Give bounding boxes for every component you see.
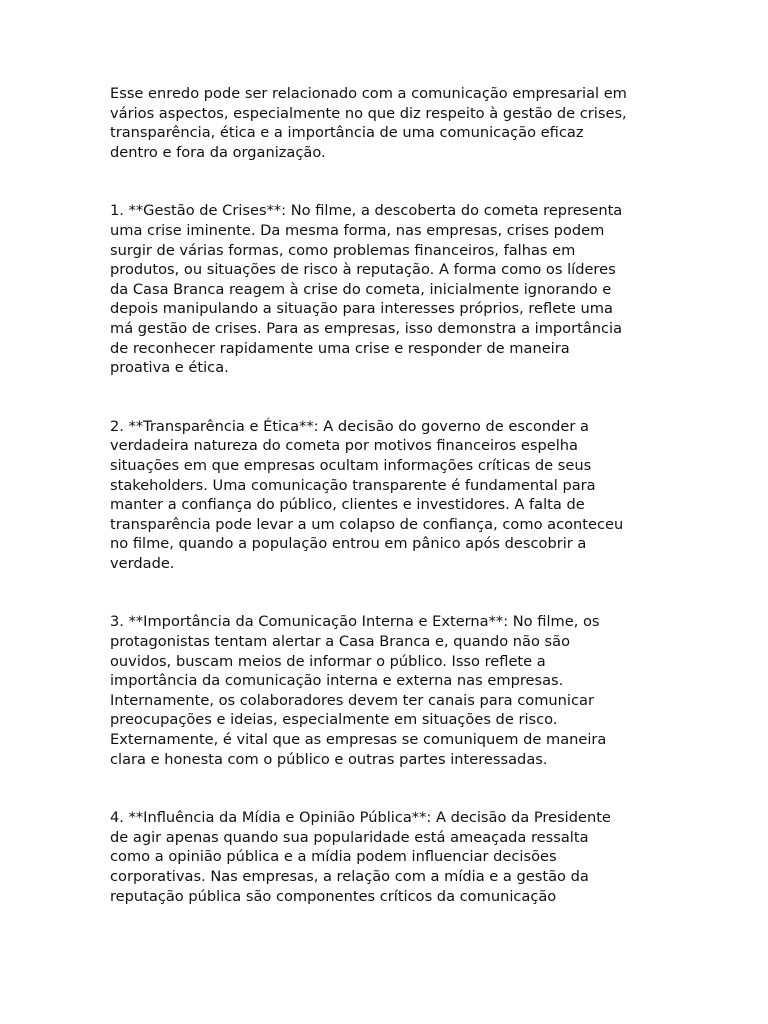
document-page xyxy=(110,84,662,906)
intro-paragraph: Esse enredo pode ser relacionado com a comunicação empresarial em vários aspectos, especialmente no que diz respeito à gestão de crises, transparência, ética e a importância de uma comunicação eficaz dentro e fora da organização. xyxy=(110,85,627,161)
crisis-management-paragraph: 1. **Gestão de Crises**: No filme, a descoberta do cometa representa uma crise iminente. Da mesma forma, nas empresas, crises podem surgir de várias formas, como problemas financeiros, falhas em produtos, ou situações de risco à reputação. A forma como os líderes da Casa Branca reagem à crise do cometa, inicialmente ignorando e depois manipulando a situação para interesses próprios, reflete uma má gestão de crises. Para as empresas, isso demonstra a importância de reconhecer rapidamente uma crise e responder de maneira proativa e ética. xyxy=(110,202,623,377)
paragraph-spacer xyxy=(110,573,662,612)
media-public-opinion-paragraph: 4. **Influência da Mídia e Opinião Pública**: A decisão da Presidente de agir apenas quando sua popularidade está ameaçada ressalta como a opinião pública e a mídia podem influenciar decisões corporativas. Nas empresas, a relação com a mídia e a gestão da reputação pública são componentes críticos da comunicação xyxy=(110,809,611,905)
paragraph-spacer xyxy=(110,162,662,201)
paragraph-spacer xyxy=(110,378,662,417)
internal-external-communication-paragraph: 3. **Importância da Comunicação Interna e Externa**: No filme, os protagonistas tentam alertar a Casa Branca e, quando não são ouvidos, buscam meios de informar o público. Isso reflete a importância da comunicação interna e externa nas empresas. Internamente, os colaboradores devem ter canais para comunicar preocupações e ideias, especialmente em situações de risco. Externamente, é vital que as empresas se comuniquem de maneira clara e honesta com o público e outras partes interessadas. xyxy=(110,613,607,768)
transparency-ethics-paragraph: 2. **Transparência e Ética**: A decisão do governo de esconder a verdadeira natureza do cometa por motivos financeiros espelha situações em que empresas ocultam informações críticas de seus stakeholders. Uma comunicação transparente é fundamental para manter a confiança do público, clientes e investidores. A falta de transparência pode levar a um colapso de confiança, como aconteceu no filme, quando a população entrou em pânico após descobrir a verdade. xyxy=(110,417,624,572)
paragraph-spacer xyxy=(110,769,662,808)
